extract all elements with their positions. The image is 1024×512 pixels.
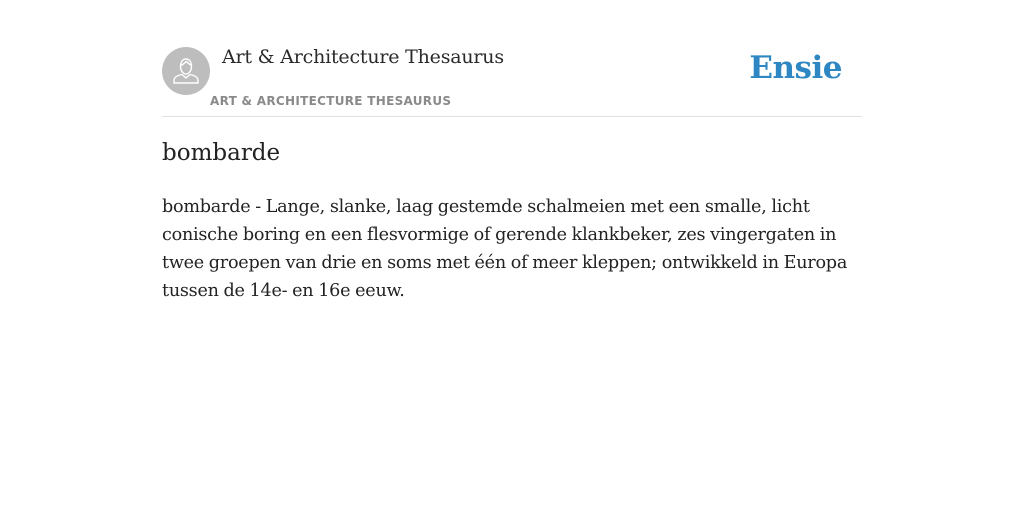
author-name[interactable]: Art & Architecture Thesaurus: [222, 46, 504, 68]
page-container: [162, 0, 862, 301]
brand-logo[interactable]: Ensie: [749, 50, 842, 86]
author-subtitle[interactable]: ART & ARCHITECTURE THESAURUS: [210, 94, 452, 108]
entry-definition: bombarde - Lange, slanke, laag gestemde schalmeien met een smalle, licht conische boring en een flesvormige of gerende klankbeker, zes vingergaten in twee groepen van drie en soms met één of meer kleppen; ontwikkeld in Europa tussen de 14e- en 16e eeuw.: [162, 197, 848, 301]
entry-term: bombarde: [162, 140, 281, 166]
user-icon: [162, 47, 210, 95]
avatar[interactable]: [162, 47, 210, 95]
header: [162, 0, 862, 117]
